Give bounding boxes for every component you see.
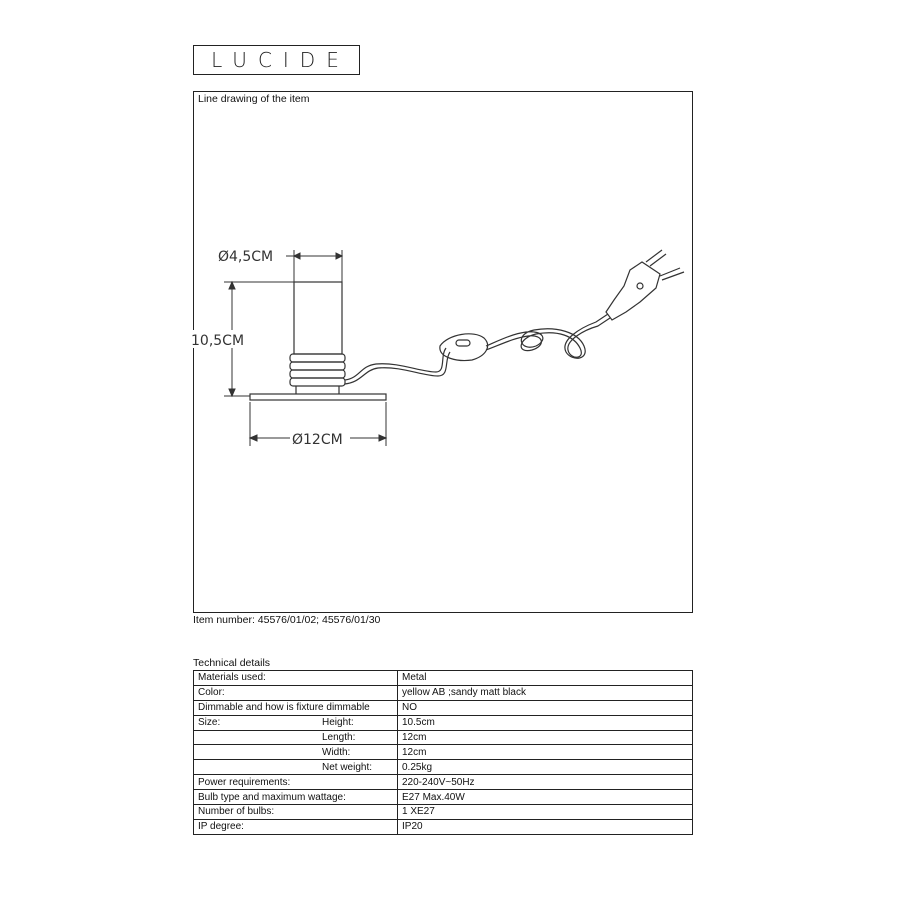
spec-label: Dimmable and how is fixture dimmable	[198, 702, 370, 714]
spec-label-cell	[194, 745, 398, 760]
spec-label-cell	[194, 671, 398, 686]
dimension-height: 10,5CM	[191, 333, 245, 349]
table-row	[194, 805, 693, 820]
lamp-holder-ring	[290, 370, 345, 378]
line-drawing-caption: Line drawing of the item	[198, 93, 310, 105]
spec-value: 10.5cm	[398, 715, 693, 730]
spec-label-cell	[194, 775, 398, 790]
plug-pin	[662, 272, 684, 280]
spec-label-cell	[194, 700, 398, 715]
spec-sublabel: Net weight:	[322, 761, 373, 773]
spec-sublabel: Length:	[322, 732, 356, 743]
spec-label: Bulb type and maximum wattage:	[198, 791, 346, 803]
spec-value: 0.25kg	[398, 760, 693, 775]
spec-sublabel: Height:	[322, 717, 354, 729]
spec-label: IP degree:	[198, 821, 244, 833]
table-row	[194, 775, 693, 790]
table-row	[194, 700, 693, 715]
spec-sublabel: Width:	[322, 746, 351, 758]
table-row	[194, 745, 693, 760]
spec-value: 1 XE27	[398, 805, 693, 820]
lamp-holder-ring	[290, 354, 345, 362]
inline-switch	[440, 334, 488, 361]
spec-value: yellow AB ;sandy matt black	[398, 685, 693, 700]
switch-button	[456, 340, 470, 346]
plug-pin	[646, 250, 662, 262]
brand-logo-text: LUCIDE	[211, 48, 350, 72]
spec-value: Metal	[398, 671, 693, 686]
spec-label: Power requirements:	[198, 776, 291, 788]
technical-details-title: Technical details	[193, 657, 271, 669]
plug-pin	[650, 254, 666, 266]
table-row	[194, 730, 693, 745]
dimension-base-diameter: Ø12CM	[292, 432, 343, 448]
lamp-base	[250, 394, 386, 400]
lamp-holder-ring	[290, 378, 345, 386]
table-row	[194, 790, 693, 805]
table-row	[194, 819, 693, 834]
spec-value: 12cm	[398, 745, 693, 760]
spec-label-cell	[194, 760, 398, 775]
item-number: Item number: 45576/01/02; 45576/01/30	[193, 614, 381, 626]
table-row	[194, 760, 693, 775]
spec-label-cell	[194, 715, 398, 730]
power-cable	[345, 352, 450, 384]
table-row	[194, 671, 693, 686]
spec-value: 220-240V~50Hz	[398, 775, 693, 790]
table-row	[194, 685, 693, 700]
technical-details-table	[193, 670, 693, 835]
spec-value: 12cm	[398, 730, 693, 745]
plug-hole	[637, 283, 643, 289]
spec-label-cell	[194, 685, 398, 700]
power-plug	[606, 262, 660, 320]
spec-label: Size:	[198, 717, 221, 729]
spec-value: IP20	[398, 819, 693, 834]
spec-label-cell	[194, 730, 398, 745]
spec-label-cell	[194, 790, 398, 805]
lamp-holder-ring	[290, 362, 345, 370]
power-cable	[486, 314, 608, 358]
spec-value: NO	[398, 700, 693, 715]
dimension-top-diameter: Ø4,5CM	[218, 249, 274, 265]
table-row	[194, 715, 693, 730]
spec-label-cell	[194, 805, 398, 820]
spec-label: Color:	[198, 687, 225, 699]
spec-label-cell	[194, 819, 398, 834]
spec-value: E27 Max.40W	[398, 790, 693, 805]
spec-label: Materials used:	[198, 672, 266, 684]
spec-label: Number of bulbs:	[198, 806, 275, 818]
lamp-body	[294, 282, 342, 354]
